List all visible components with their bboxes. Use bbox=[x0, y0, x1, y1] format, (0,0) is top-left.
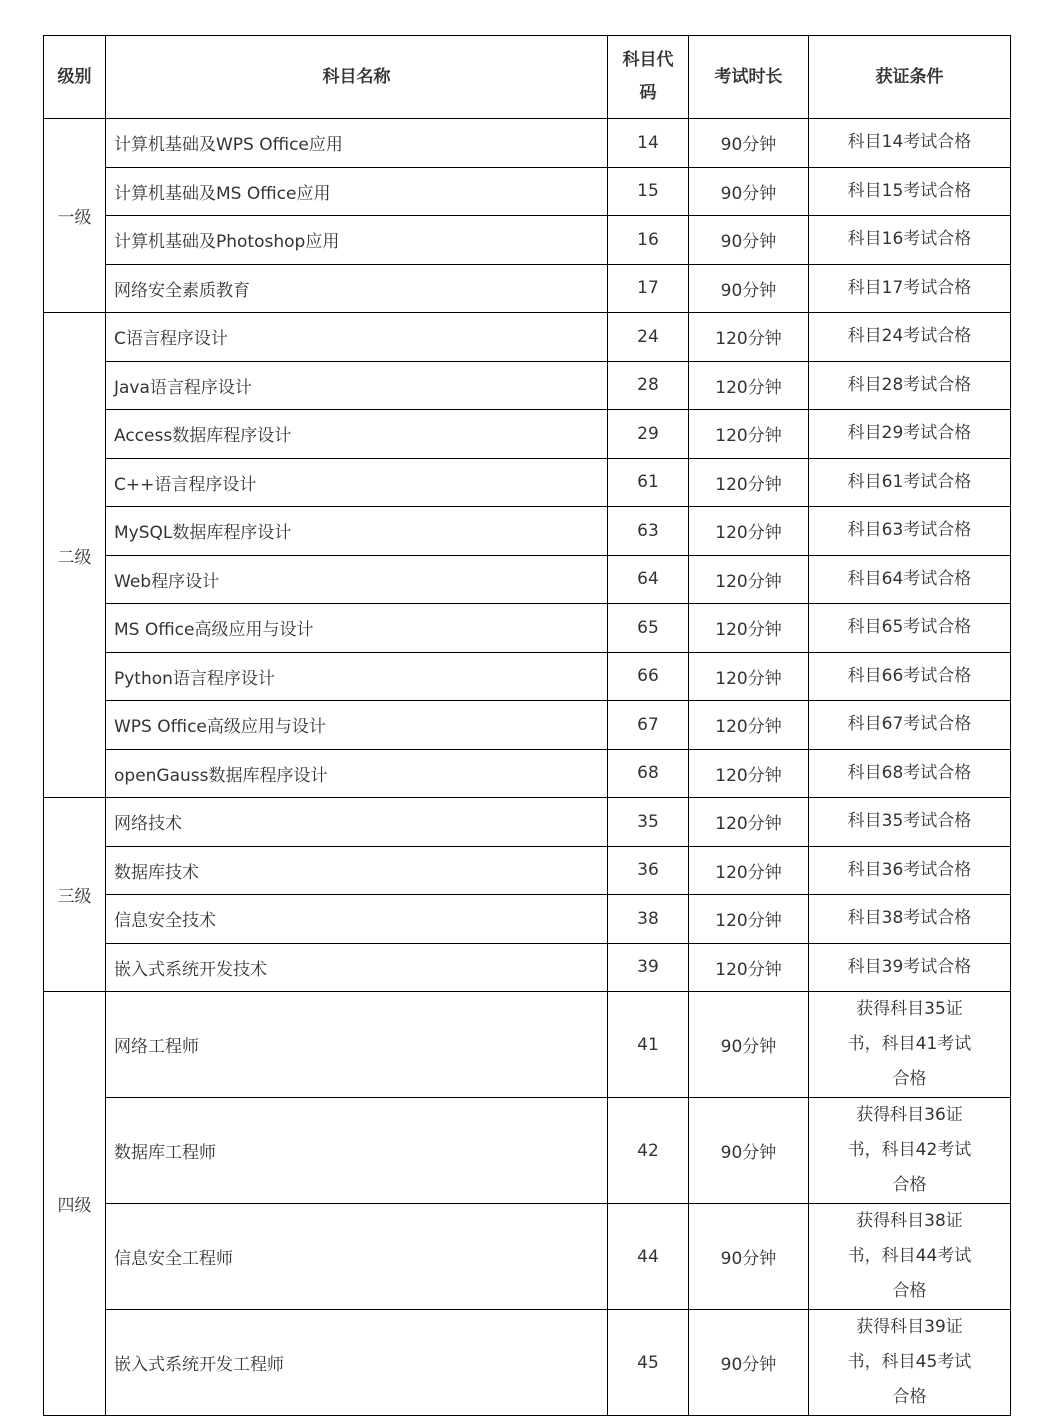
level-cell: 一级 bbox=[44, 119, 106, 313]
table-row bbox=[44, 604, 1011, 653]
header-level: 级别 bbox=[44, 36, 106, 119]
subject-code-cell: 64 bbox=[608, 555, 689, 604]
condition-cell: 科目39考试合格 bbox=[809, 943, 1011, 992]
subject-code-cell: 16 bbox=[608, 216, 689, 265]
subject-code-cell: 67 bbox=[608, 701, 689, 750]
subject-code-cell: 65 bbox=[608, 604, 689, 653]
table-row bbox=[44, 846, 1011, 895]
table-row bbox=[44, 943, 1011, 992]
subject-code-cell: 17 bbox=[608, 264, 689, 313]
header-subject-name: 科目名称 bbox=[106, 36, 608, 119]
condition-cell: 科目67考试合格 bbox=[809, 701, 1011, 750]
table-row bbox=[44, 1098, 1011, 1204]
subject-name-cell: 数据库技术 bbox=[106, 846, 608, 895]
subject-code-cell: 44 bbox=[608, 1204, 689, 1310]
subject-name-cell: 网络安全素质教育 bbox=[106, 264, 608, 313]
subject-code-cell: 29 bbox=[608, 410, 689, 459]
level-cell: 四级 bbox=[44, 992, 106, 1416]
duration-cell: 120分钟 bbox=[689, 895, 809, 944]
subject-name-cell: Web程序设计 bbox=[106, 555, 608, 604]
condition-cell: 科目68考试合格 bbox=[809, 749, 1011, 798]
subject-name-cell: 信息安全工程师 bbox=[106, 1204, 608, 1310]
subject-code-cell: 39 bbox=[608, 943, 689, 992]
table-row bbox=[44, 507, 1011, 556]
condition-cell: 获得科目36证书，科目42考试合格 bbox=[809, 1098, 1011, 1204]
subject-name-cell: 数据库工程师 bbox=[106, 1098, 608, 1204]
duration-cell: 90分钟 bbox=[689, 992, 809, 1098]
header-condition: 获证条件 bbox=[809, 36, 1011, 119]
table-row bbox=[44, 313, 1011, 362]
level-cell: 二级 bbox=[44, 313, 106, 798]
duration-cell: 120分钟 bbox=[689, 701, 809, 750]
duration-cell: 90分钟 bbox=[689, 1204, 809, 1310]
subject-name-cell: 网络工程师 bbox=[106, 992, 608, 1098]
table-row bbox=[44, 410, 1011, 459]
table-row bbox=[44, 701, 1011, 750]
subject-code-cell: 36 bbox=[608, 846, 689, 895]
duration-cell: 90分钟 bbox=[689, 167, 809, 216]
duration-cell: 120分钟 bbox=[689, 846, 809, 895]
duration-cell: 90分钟 bbox=[689, 216, 809, 265]
condition-cell: 科目15考试合格 bbox=[809, 167, 1011, 216]
condition-cell: 科目64考试合格 bbox=[809, 555, 1011, 604]
condition-cell: 科目63考试合格 bbox=[809, 507, 1011, 556]
condition-cell: 科目35考试合格 bbox=[809, 798, 1011, 847]
table-row bbox=[44, 652, 1011, 701]
duration-cell: 90分钟 bbox=[689, 264, 809, 313]
condition-cell: 获得科目39证书，科目45考试合格 bbox=[809, 1310, 1011, 1416]
subject-code-cell: 61 bbox=[608, 458, 689, 507]
header-row bbox=[44, 36, 1011, 119]
table-row bbox=[44, 216, 1011, 265]
condition-cell: 科目38考试合格 bbox=[809, 895, 1011, 944]
header-subject-code: 科目代码 bbox=[608, 36, 689, 119]
table-row bbox=[44, 992, 1011, 1098]
duration-cell: 120分钟 bbox=[689, 749, 809, 798]
subject-code-cell: 28 bbox=[608, 361, 689, 410]
table-row bbox=[44, 361, 1011, 410]
duration-cell: 120分钟 bbox=[689, 410, 809, 459]
subject-code-cell: 41 bbox=[608, 992, 689, 1098]
subject-name-cell: C语言程序设计 bbox=[106, 313, 608, 362]
condition-cell: 科目65考试合格 bbox=[809, 604, 1011, 653]
condition-cell: 科目28考试合格 bbox=[809, 361, 1011, 410]
subject-code-cell: 24 bbox=[608, 313, 689, 362]
condition-cell: 科目24考试合格 bbox=[809, 313, 1011, 362]
table-row bbox=[44, 264, 1011, 313]
table-row bbox=[44, 1204, 1011, 1310]
duration-cell: 90分钟 bbox=[689, 1310, 809, 1416]
subject-name-cell: C++语言程序设计 bbox=[106, 458, 608, 507]
table-row bbox=[44, 1310, 1011, 1416]
condition-cell: 获得科目35证书，科目41考试合格 bbox=[809, 992, 1011, 1098]
exam-subjects-table bbox=[43, 35, 1011, 1416]
condition-cell: 科目66考试合格 bbox=[809, 652, 1011, 701]
condition-cell: 科目29考试合格 bbox=[809, 410, 1011, 459]
duration-cell: 90分钟 bbox=[689, 1098, 809, 1204]
table-row bbox=[44, 555, 1011, 604]
subject-name-cell: 计算机基础及WPS Office应用 bbox=[106, 119, 608, 168]
subject-code-cell: 15 bbox=[608, 167, 689, 216]
duration-cell: 120分钟 bbox=[689, 652, 809, 701]
table-body bbox=[44, 119, 1011, 1416]
duration-cell: 120分钟 bbox=[689, 507, 809, 556]
duration-cell: 120分钟 bbox=[689, 943, 809, 992]
table-row bbox=[44, 749, 1011, 798]
duration-cell: 90分钟 bbox=[689, 119, 809, 168]
subject-code-cell: 14 bbox=[608, 119, 689, 168]
subject-code-cell: 63 bbox=[608, 507, 689, 556]
condition-cell: 科目14考试合格 bbox=[809, 119, 1011, 168]
duration-cell: 120分钟 bbox=[689, 313, 809, 362]
subject-name-cell: 嵌入式系统开发工程师 bbox=[106, 1310, 608, 1416]
header-duration: 考试时长 bbox=[689, 36, 809, 119]
condition-cell: 获得科目38证书，科目44考试合格 bbox=[809, 1204, 1011, 1310]
subject-code-cell: 45 bbox=[608, 1310, 689, 1416]
table-row bbox=[44, 798, 1011, 847]
table-row bbox=[44, 895, 1011, 944]
subject-name-cell: 计算机基础及MS Office应用 bbox=[106, 167, 608, 216]
subject-name-cell: Java语言程序设计 bbox=[106, 361, 608, 410]
subject-name-cell: MySQL数据库程序设计 bbox=[106, 507, 608, 556]
condition-cell: 科目17考试合格 bbox=[809, 264, 1011, 313]
duration-cell: 120分钟 bbox=[689, 798, 809, 847]
table-row bbox=[44, 167, 1011, 216]
subject-code-cell: 38 bbox=[608, 895, 689, 944]
condition-cell: 科目61考试合格 bbox=[809, 458, 1011, 507]
condition-cell: 科目16考试合格 bbox=[809, 216, 1011, 265]
subject-name-cell: WPS Office高级应用与设计 bbox=[106, 701, 608, 750]
subject-name-cell: openGauss数据库程序设计 bbox=[106, 749, 608, 798]
subject-name-cell: 信息安全技术 bbox=[106, 895, 608, 944]
duration-cell: 120分钟 bbox=[689, 604, 809, 653]
subject-name-cell: MS Office高级应用与设计 bbox=[106, 604, 608, 653]
level-cell: 三级 bbox=[44, 798, 106, 992]
table-row bbox=[44, 458, 1011, 507]
subject-code-cell: 42 bbox=[608, 1098, 689, 1204]
subject-code-cell: 68 bbox=[608, 749, 689, 798]
subject-name-cell: Python语言程序设计 bbox=[106, 652, 608, 701]
duration-cell: 120分钟 bbox=[689, 458, 809, 507]
duration-cell: 120分钟 bbox=[689, 361, 809, 410]
subject-name-cell: 嵌入式系统开发技术 bbox=[106, 943, 608, 992]
table-row bbox=[44, 119, 1011, 168]
subject-code-cell: 35 bbox=[608, 798, 689, 847]
condition-cell: 科目36考试合格 bbox=[809, 846, 1011, 895]
subject-name-cell: Access数据库程序设计 bbox=[106, 410, 608, 459]
subject-name-cell: 计算机基础及Photoshop应用 bbox=[106, 216, 608, 265]
duration-cell: 120分钟 bbox=[689, 555, 809, 604]
subject-code-cell: 66 bbox=[608, 652, 689, 701]
subject-name-cell: 网络技术 bbox=[106, 798, 608, 847]
